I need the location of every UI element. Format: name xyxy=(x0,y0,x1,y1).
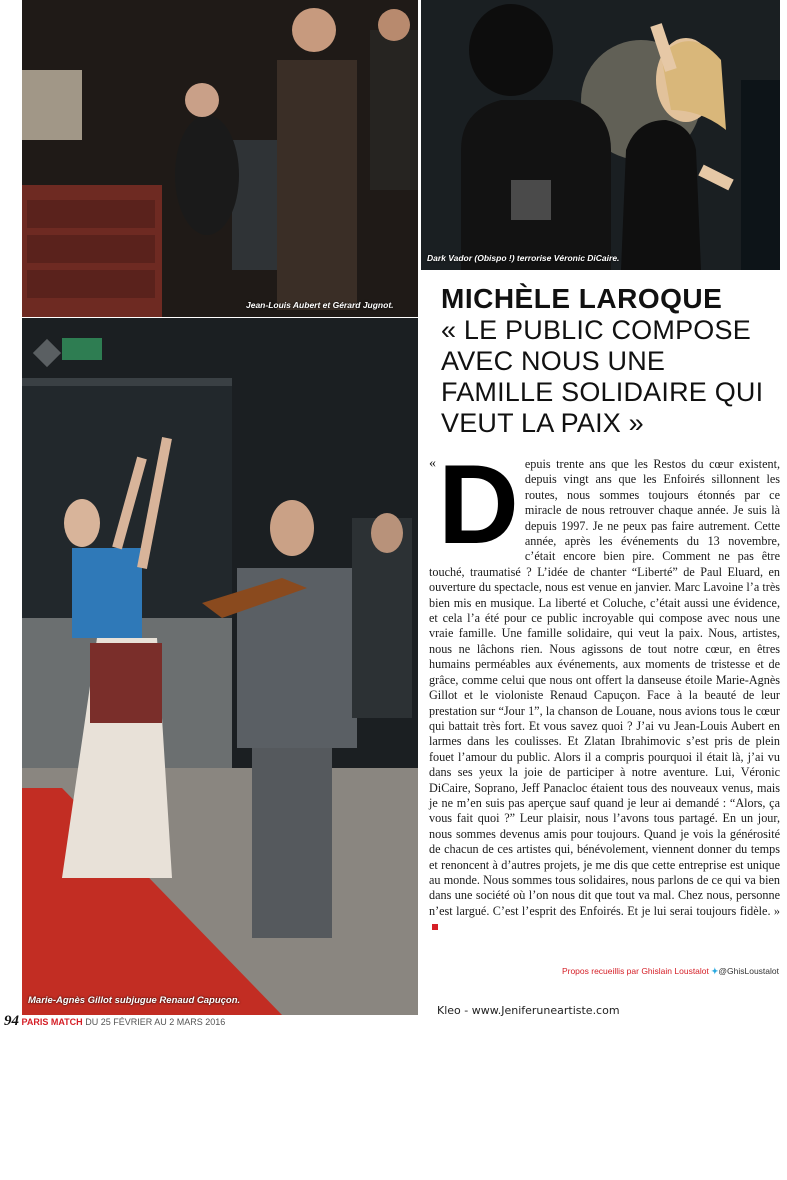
headline-quote-line: FAMILLE SOLIDAIRE QUI xyxy=(441,377,764,407)
end-mark-icon xyxy=(432,924,438,930)
twitter-handle: @GhisLoustalot xyxy=(718,966,779,976)
twitter-bird-icon: ✦ xyxy=(711,966,719,976)
photo-backstage xyxy=(22,0,418,317)
photo-vador xyxy=(421,0,780,270)
headline-quote-line: « LE PUBLIC COMPOSE xyxy=(441,315,751,345)
article-text: epuis trente ans que les Restos du cœur existent, depuis vingt ans que les Enfoirés sillonnent les routes, nous sommes toujours étonnés par ce miracle de nous retrouver chaque année. Je suis là depuis 1997. Je ne peux pas faire autrement. Cette année, après les événements du 13 novembre, c’était encore bien pire. Comment ne pas être touché, traumatisé ? L’idée de chanter “Liberté” de Paul Eluard, en ouverture du spectacle, nous est venue en janvier. Marc Lavoine l’a très bien mis en musique. La liberté et Coluche, c’était aussi une évidence, et cela l’a été pour ce public incroyable qui compose avec nous une vraie famille. Une famille solidaire, qui veut la paix. Nous, artistes, nous ne lâchons rien. Nous agissons de tout notre cœur, en êtres humains perméables aux événements, aux moments de tristesse et de grâce, comme celui que nous ont offert la danseuse étoile Marie-Agnès Gillot et le violoniste Renaud Capuçon. Face à la beauté de leur prestation sur “Jour 1”, la chanson de Louane, nous avions tous le cœur qui battait très fort. Et vous savez quoi ? J’ai vu Jean-Louis Aubert en larmes dans les coulisses. Et Zlatan Ibrahimovic s’est pris de plein fouet l’amour du public. Alors il a compris pourquoi il était là, j’ai vu dans ses yeux la joie de participer à notre aventure. Lui, Véronic DiCaire, Soprano, Jeff Panacloc étaient tous des nouveaux venus, mais je ne m’en suis pas aperçue sauf quand je leur ai demandé : “Alors, ça vous fait quoi ?” Leur plaisir, nous l’avons tous partagé. En un jour, nous sommes devenus amis pour toujours. Quand je vois la générosité de chacun de ces artistes qui, bénévolement, viennent donner du temps et renoncent à d’autres projets, je me dis que cette entreprise est unique au monde. Nous sommes tous solidaires, nous parlons de ce qui va bien dans une société où l’on nous dit que tout va mal. Chez nous, personne n’est largué. C’est l’esprit des Enfoirés. Et je lui serai toujours fidèle. » xyxy=(429,457,780,918)
headline-quote-line: VEUT LA PAIX » xyxy=(441,408,644,438)
page-footer xyxy=(4,1013,225,1030)
magazine-name: PARIS MATCH xyxy=(21,1017,83,1027)
headline-quote-line: AVEC NOUS UNE xyxy=(441,346,666,376)
page-number: 94 xyxy=(4,1013,19,1029)
backstage-illustration xyxy=(22,0,418,317)
headline-quote xyxy=(441,315,781,439)
credit-text: Propos recueillis par Ghislain Loustalot xyxy=(561,966,709,976)
drop-cap: D xyxy=(438,442,519,567)
vador-illustration xyxy=(421,0,780,270)
article-body xyxy=(429,442,780,935)
interviewee-name: MICHÈLE LAROQUE xyxy=(441,283,723,314)
vador-caption: Dark Vador (Obispo !) terrorise Véronic DiCaire. xyxy=(427,253,620,263)
opening-quote-mark: « xyxy=(429,456,436,471)
headline xyxy=(441,283,781,439)
issue-dates: DU 25 FÉVRIER AU 2 MARS 2016 xyxy=(85,1017,226,1027)
author-credit xyxy=(562,966,779,977)
watermark: Kleo - www.Jeniferuneartiste.com xyxy=(437,1004,620,1017)
backstage-caption: Jean-Louis Aubert et Gérard Jugnot. xyxy=(246,300,394,310)
photo-dance xyxy=(22,318,418,1015)
dance-illustration xyxy=(22,318,418,1015)
dance-caption: Marie-Agnès Gillot subjugue Renaud Capuçon. xyxy=(28,995,241,1006)
